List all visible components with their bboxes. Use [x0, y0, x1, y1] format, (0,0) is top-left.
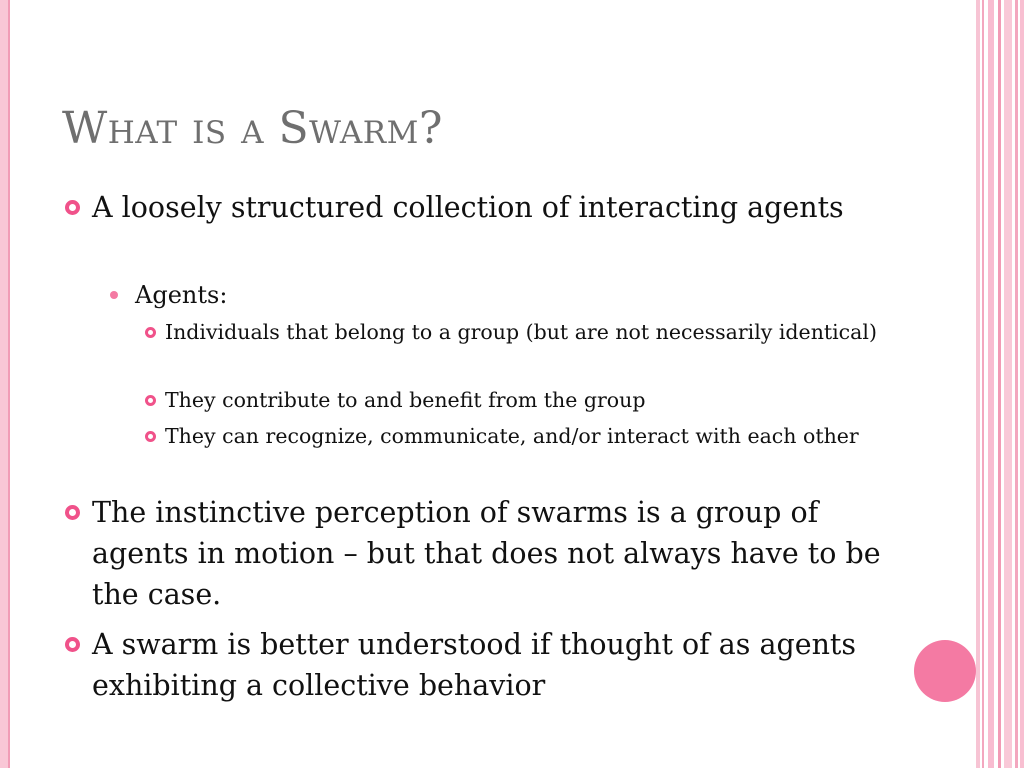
stripe — [976, 0, 980, 768]
bullet-text: They contribute to and benefit from the group — [165, 388, 646, 412]
bullet-text: The instinctive perception of swarms is a group of agents in motion – but that does not always have to be the case. — [92, 496, 881, 611]
bullet-text: They can recognize, communicate, and/or interact with each other — [165, 424, 859, 448]
bullet-item — [92, 624, 912, 706]
stripe — [988, 0, 994, 768]
right-stripes-decoration — [976, 0, 1024, 768]
bullet-text: A loosely structured collection of interacting agents — [92, 191, 844, 224]
ring-bullet-icon — [65, 200, 80, 215]
bullet-text: Agents: — [135, 281, 228, 309]
ring-bullet-icon — [65, 637, 80, 652]
stripe — [1020, 0, 1024, 768]
stripe — [1004, 0, 1012, 768]
left-border-decoration — [0, 0, 8, 768]
stripe — [998, 0, 1001, 768]
bullet-item — [165, 317, 885, 348]
bullet-text: A swarm is better understood if thought of as agents exhibiting a collective behavior — [92, 628, 857, 702]
left-border-line — [8, 0, 10, 768]
ring-bullet-icon — [145, 431, 156, 442]
ring-bullet-icon — [65, 505, 80, 520]
bullet-item — [92, 187, 912, 228]
slide-title: What is a Swarm? — [62, 103, 443, 154]
ring-bullet-icon — [145, 327, 156, 338]
bullet-item — [165, 385, 885, 416]
stripe — [982, 0, 984, 768]
stripe — [1015, 0, 1018, 768]
bullet-item — [135, 280, 895, 310]
ring-bullet-icon — [145, 395, 156, 406]
dot-bullet-icon — [110, 291, 118, 299]
bullet-item — [92, 492, 912, 615]
pink-circle-decoration — [914, 640, 976, 702]
bullet-item — [165, 421, 885, 452]
bullet-text: Individuals that belong to a group (but are not necessarily identical) — [165, 320, 877, 344]
